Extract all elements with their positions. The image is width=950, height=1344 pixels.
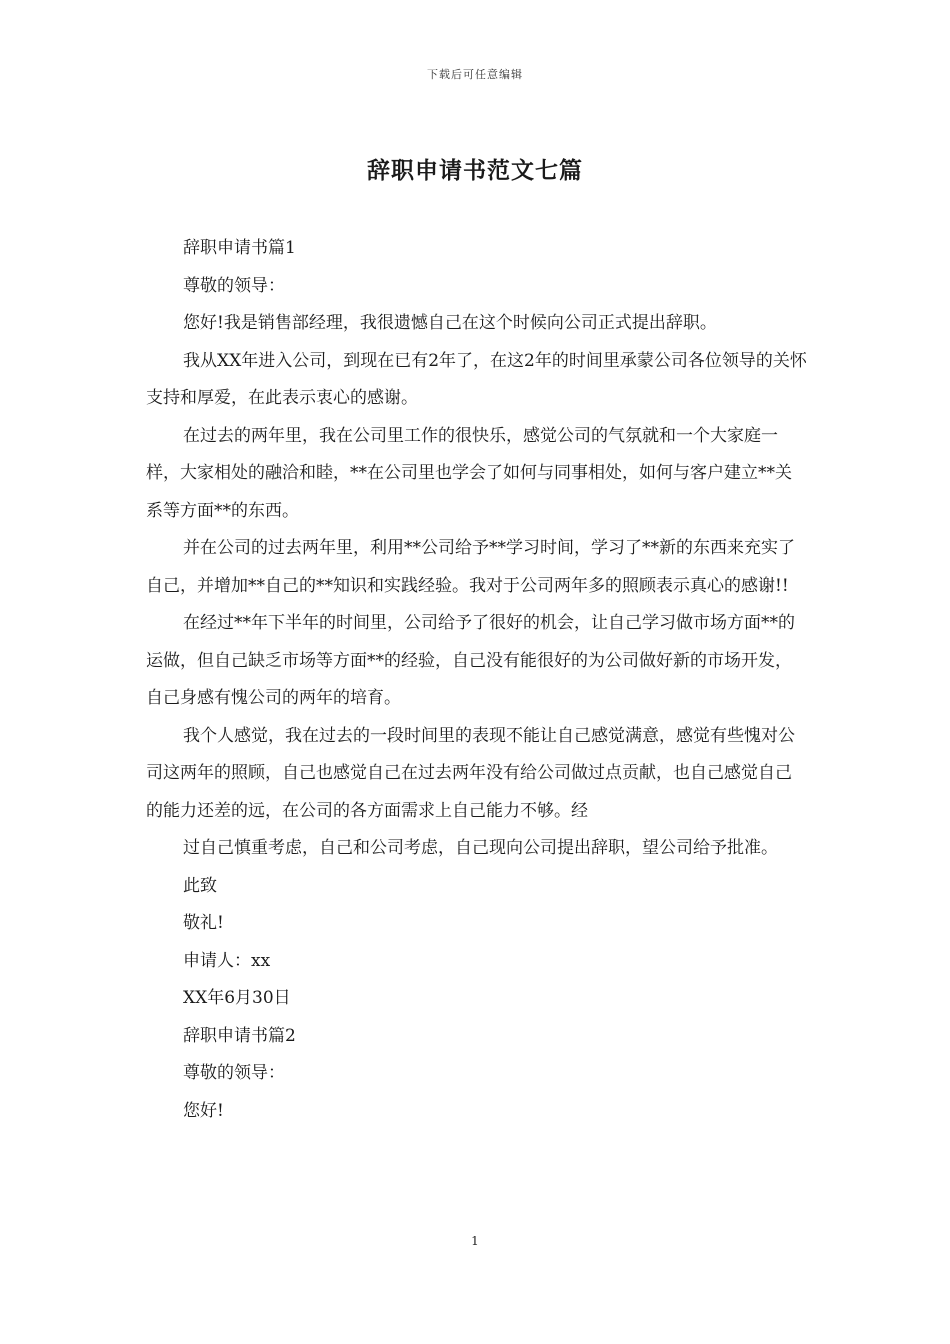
page-number: 1: [471, 1234, 479, 1248]
greeting-line: 您好!: [183, 1100, 224, 1121]
document-title: 辞职申请书范文七篇: [367, 157, 583, 184]
body-paragraph: 在经过**年下半年的时间里，公司给予了很好的机会，让自己学习做市场方面**的运做，但自己缺乏市场等方面**的经验，自己没有能很好的为公司做好新的市场开发，自己身感有愧公司的两年的培育。: [146, 613, 795, 708]
applicant-line: 申请人：xx: [183, 950, 271, 971]
closing-line: 此致: [183, 875, 217, 896]
body-paragraph: 在过去的两年里，我在公司里工作的很快乐，感觉公司的气氛就和一个大家庭一样，大家相处的融洽和睦，**在公司里也学会了如何与同事相处，如何与客户建立**关系等方面**的东西。: [146, 425, 792, 521]
body-paragraph: 过自己慎重考虑，自己和公司考虑，自己现向公司提出辞职，望公司给予批准。: [183, 838, 778, 858]
section-heading-2: 辞职申请书篇2: [183, 1025, 296, 1046]
document-body: [146, 230, 808, 1130]
section-heading-1: 辞职申请书篇1: [183, 238, 296, 258]
salutation: 尊敬的领导：: [183, 275, 285, 296]
date-line: XX年6月30日: [183, 988, 291, 1008]
body-paragraph: 我从XX年进入公司，到现在已有2年了，在这2年的时间里承蒙公司各位领导的关怀支持和厚爱，在此表示衷心的感谢。: [146, 350, 807, 408]
body-paragraph: 您好!我是销售部经理，我很遗憾自己在这个时候向公司正式提出辞职。: [183, 313, 717, 333]
page-header: 下载后可任意编辑: [427, 68, 523, 81]
body-paragraph: 并在公司的过去两年里，利用**公司给予**学习时间，学习了**新的东西来充实了自己，并增加**自己的**知识和实践经验。我对于公司两年多的照顾表示真心的感谢!!: [146, 538, 795, 596]
salutation: 尊敬的领导：: [183, 1063, 285, 1083]
closing-regards: 敬礼!: [183, 913, 224, 933]
body-paragraph: 我个人感觉，我在过去的一段时间里的表现不能让自己感觉满意，感觉有些愧对公司这两年的照顾，自己也感觉自己在过去两年没有给公司做过点贡献，也自己感觉自己的能力还差的远，在公司的各方面需求上自己能力不够。经: [146, 725, 795, 821]
